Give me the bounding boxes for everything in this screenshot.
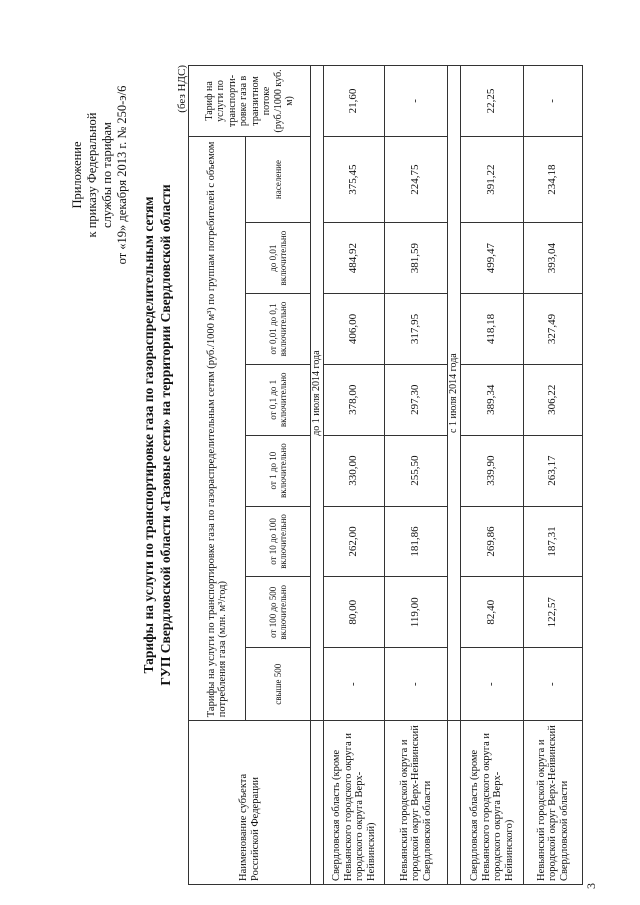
tariff-cell: 80,00 [324, 577, 385, 648]
tariff-cell: - [524, 648, 583, 721]
column-header: от 1 до 10 включительно [246, 435, 311, 506]
tariff-cell: 297,30 [385, 364, 448, 435]
header-tariff-groups: Тарифы на услуги по транспортировке газа по газораспределительным сетям (руб./1000 м³) по группам потребителей с объемом потребления газа (млн. м³/год) [189, 136, 246, 720]
appendix-line: службы по тарифам [100, 122, 114, 228]
tariff-cell: 484,92 [324, 223, 385, 294]
period-label: с 1 июля 2014 года [448, 66, 461, 721]
table-row [324, 66, 385, 885]
column-header: от 0,01 до 0,1 включительно [246, 294, 311, 365]
tariff-cell: 389,34 [461, 364, 524, 435]
tariff-cell: 82,40 [461, 577, 524, 648]
tariff-cell: 119,00 [385, 577, 448, 648]
tariff-table [188, 65, 583, 885]
tariff-cell: - [385, 648, 448, 721]
tariff-cell: 327,49 [524, 294, 583, 365]
vat-note: (без НДС) [176, 65, 188, 113]
column-header: население [246, 136, 311, 222]
header-region-name: Наименование субъекта Российской Федерации [189, 721, 311, 885]
column-header: от 10 до 100 включительно [246, 506, 311, 577]
transit-tariff-cell: - [524, 66, 583, 137]
title-line: Тарифы на услуги по транспортировке газа по газораспределительным сетям [141, 196, 156, 674]
column-header: от 0,1 до 1 включительно [246, 364, 311, 435]
table-row [461, 66, 524, 885]
transit-tariff-cell: - [385, 66, 448, 137]
document-title [140, 125, 174, 745]
column-header: до 0,01 включительно [246, 223, 311, 294]
table-row [385, 66, 448, 885]
title-line: ГУП Свердловской области «Газовые сети» на территории Свердловской области [158, 184, 173, 686]
tariff-cell: 378,00 [324, 364, 385, 435]
tariff-cell: 381,59 [385, 223, 448, 294]
table-row [524, 66, 583, 885]
tariff-cell: 224,75 [385, 136, 448, 222]
tariff-cell: 122,57 [524, 577, 583, 648]
region-name-cell: Невьянский городской округа и городской округ Верх-Нейвинский Свердловской области [524, 721, 583, 885]
appendix-line: от «19» декабря 2013 г. № 250-э/6 [115, 85, 129, 265]
region-name-cell: Свердловская область (кроме Невьянского городского округа и городского округа Верх-Нейвинского) [461, 721, 524, 885]
page-number: 3 [584, 883, 598, 889]
appendix-line: к приказу Федеральной [85, 112, 99, 238]
tariff-cell: 375,45 [324, 136, 385, 222]
tariff-cell: 269,86 [461, 506, 524, 577]
tariff-cell: - [324, 648, 385, 721]
region-name-cell: Свердловская область (кроме Невьянского городского округа и городского округа Верх-Нейвинский) [324, 721, 385, 885]
column-header: от 100 до 500 включительно [246, 577, 311, 648]
appendix-block [70, 25, 130, 325]
tariff-cell: 406,00 [324, 294, 385, 365]
tariff-cell: 187,31 [524, 506, 583, 577]
tariff-cell: 306,22 [524, 364, 583, 435]
tariff-cell: 393,04 [524, 223, 583, 294]
tariff-cell: 263,17 [524, 435, 583, 506]
transit-tariff-cell: 21,60 [324, 66, 385, 137]
tariff-cell: 181,86 [385, 506, 448, 577]
appendix-line: Приложение [70, 141, 84, 209]
tariff-cell: - [461, 648, 524, 721]
tariff-cell: 391,22 [461, 136, 524, 222]
tariff-cell: 330,00 [324, 435, 385, 506]
transit-tariff-cell: 22,25 [461, 66, 524, 137]
tariff-cell: 234,18 [524, 136, 583, 222]
tariff-cell: 317,95 [385, 294, 448, 365]
tariff-cell: 262,00 [324, 506, 385, 577]
tariff-cell: 418,18 [461, 294, 524, 365]
tariff-cell: 255,50 [385, 435, 448, 506]
column-header: свыше 500 [246, 648, 311, 721]
tariff-cell: 339,90 [461, 435, 524, 506]
header-transit-tariff: Тариф на услуги по транспорти-ровке газа в транзитном потоке (руб./1000 куб. м) [189, 66, 311, 137]
period-label: до 1 июля 2014 года [311, 66, 324, 721]
tariff-cell: 499,47 [461, 223, 524, 294]
region-name-cell: Невьянский городской округа и городской округ Верх-Нейвинский Свердловской области [385, 721, 448, 885]
